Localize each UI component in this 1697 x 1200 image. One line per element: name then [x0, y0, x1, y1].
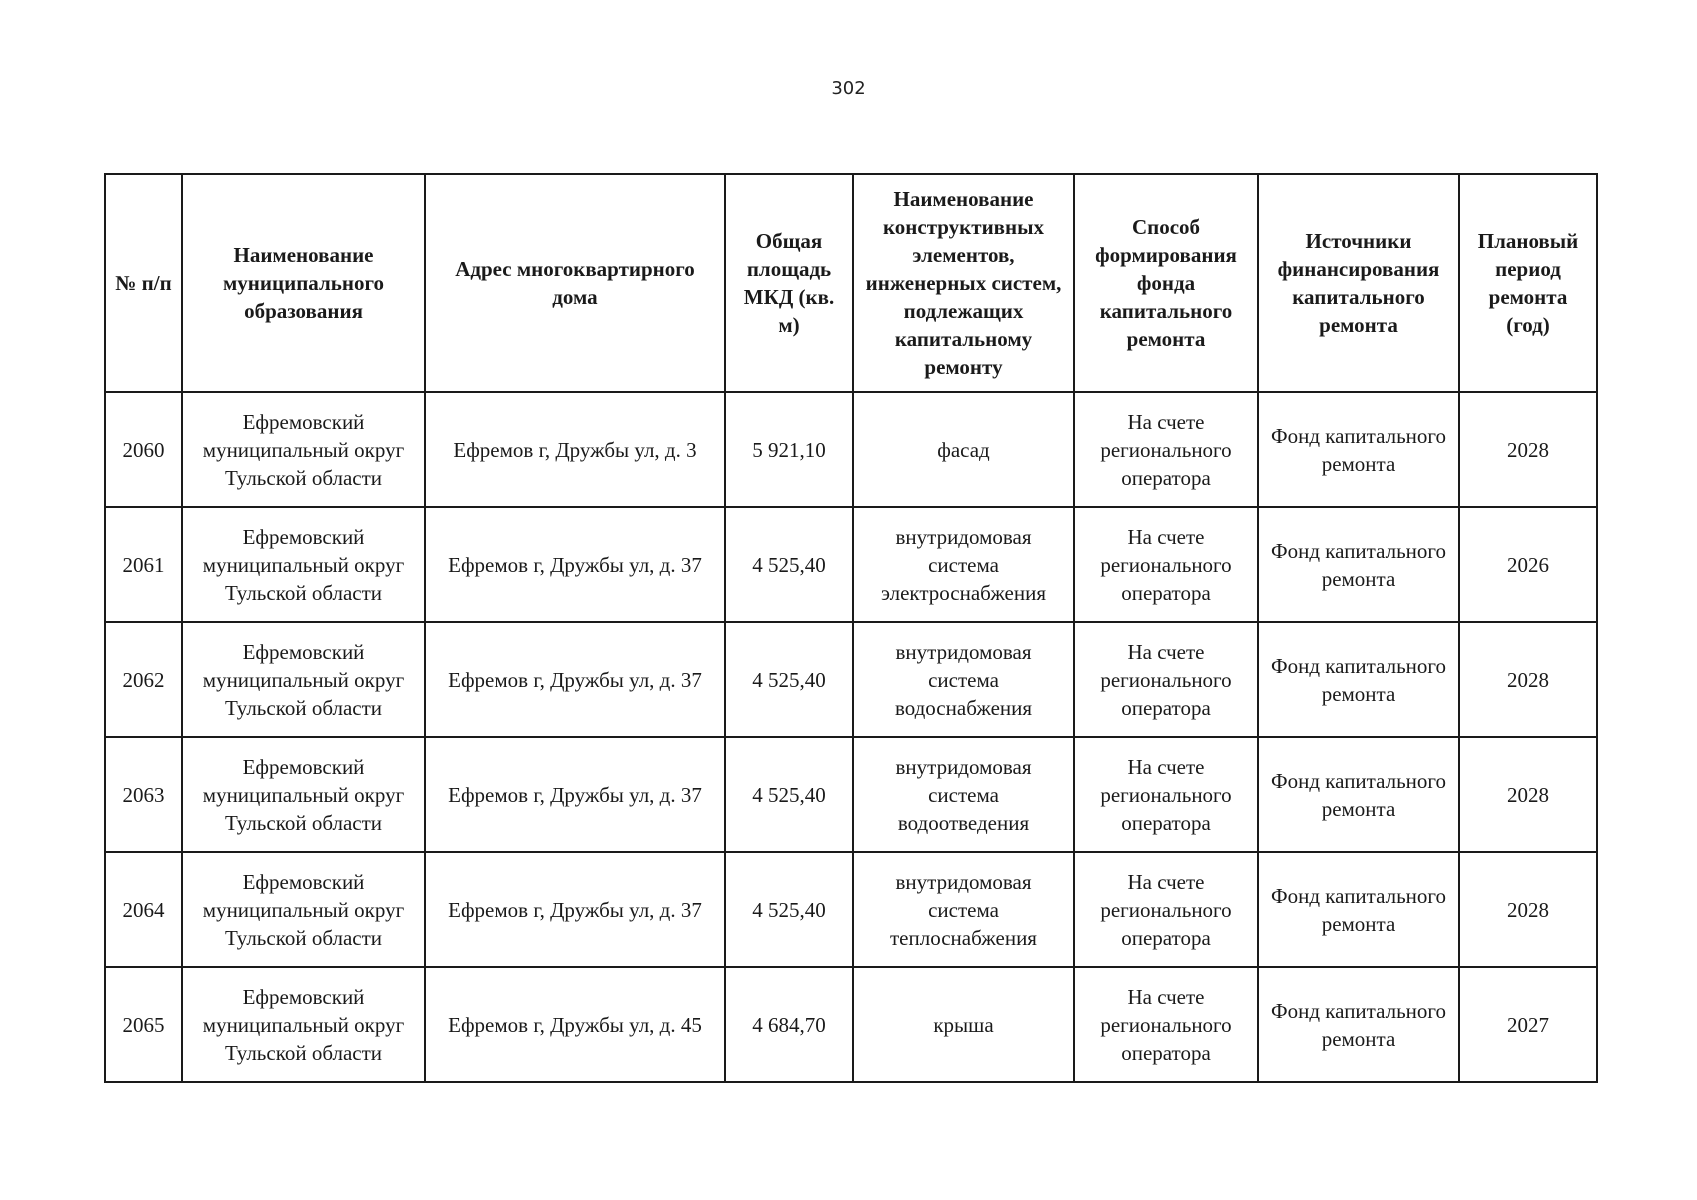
cell-source: Фонд капитального ремонта: [1258, 852, 1459, 967]
cell-area: 4 684,70: [725, 967, 853, 1082]
header-municipality: Наименование муниципального образования: [182, 174, 425, 392]
cell-municipality: Ефремовский муниципальный округ Тульской области: [182, 737, 425, 852]
cell-municipality: Ефремовский муниципальный округ Тульской области: [182, 622, 425, 737]
cell-num: 2065: [105, 967, 182, 1082]
header-elements: Наименование конструктивных элементов, инженерных систем, подлежащих капитальному ремонту: [853, 174, 1074, 392]
cell-method: На счете регионального оператора: [1074, 737, 1258, 852]
cell-source: Фонд капитального ремонта: [1258, 622, 1459, 737]
cell-elements: внутридомовая система электроснабжения: [853, 507, 1074, 622]
cell-period: 2028: [1459, 737, 1597, 852]
header-period: Плановый период ремонта (год): [1459, 174, 1597, 392]
cell-area: 4 525,40: [725, 622, 853, 737]
header-method: Способ формирования фонда капитального ремонта: [1074, 174, 1258, 392]
cell-area: 4 525,40: [725, 852, 853, 967]
cell-period: 2028: [1459, 622, 1597, 737]
cell-period: 2028: [1459, 392, 1597, 507]
cell-elements: фасад: [853, 392, 1074, 507]
cell-num: 2061: [105, 507, 182, 622]
cell-period: 2026: [1459, 507, 1597, 622]
cell-area: 5 921,10: [725, 392, 853, 507]
table-row: [105, 507, 1597, 622]
cell-num: 2064: [105, 852, 182, 967]
cell-num: 2062: [105, 622, 182, 737]
table-row: [105, 967, 1597, 1082]
cell-area: 4 525,40: [725, 507, 853, 622]
cell-source: Фонд капитального ремонта: [1258, 507, 1459, 622]
cell-municipality: Ефремовский муниципальный округ Тульской области: [182, 852, 425, 967]
cell-address: Ефремов г, Дружбы ул, д. 37: [425, 852, 725, 967]
cell-num: 2060: [105, 392, 182, 507]
cell-address: Ефремов г, Дружбы ул, д. 45: [425, 967, 725, 1082]
capital-repair-table: [104, 173, 1598, 1083]
cell-method: На счете регионального оператора: [1074, 507, 1258, 622]
cell-address: Ефремов г, Дружбы ул, д. 3: [425, 392, 725, 507]
cell-elements: крыша: [853, 967, 1074, 1082]
cell-method: На счете регионального оператора: [1074, 622, 1258, 737]
table-row: [105, 622, 1597, 737]
cell-address: Ефремов г, Дружбы ул, д. 37: [425, 737, 725, 852]
cell-period: 2027: [1459, 967, 1597, 1082]
cell-num: 2063: [105, 737, 182, 852]
cell-address: Ефремов г, Дружбы ул, д. 37: [425, 507, 725, 622]
cell-method: На счете регионального оператора: [1074, 852, 1258, 967]
cell-period: 2028: [1459, 852, 1597, 967]
page-number: 302: [831, 78, 866, 99]
cell-municipality: Ефремовский муниципальный округ Тульской области: [182, 507, 425, 622]
table-row: [105, 392, 1597, 507]
cell-address: Ефремов г, Дружбы ул, д. 37: [425, 622, 725, 737]
cell-elements: внутридомовая система водоснабжения: [853, 622, 1074, 737]
header-source: Источники финансирования капитального ремонта: [1258, 174, 1459, 392]
table-row: [105, 737, 1597, 852]
cell-elements: внутридомовая система водоотведения: [853, 737, 1074, 852]
table-header-row: [105, 174, 1597, 392]
header-num: № п/п: [105, 174, 182, 392]
header-address: Адрес многоквартирного дома: [425, 174, 725, 392]
cell-elements: внутридомовая система теплоснабжения: [853, 852, 1074, 967]
cell-source: Фонд капитального ремонта: [1258, 967, 1459, 1082]
table-row: [105, 852, 1597, 967]
cell-municipality: Ефремовский муниципальный округ Тульской области: [182, 392, 425, 507]
cell-municipality: Ефремовский муниципальный округ Тульской области: [182, 967, 425, 1082]
cell-method: На счете регионального оператора: [1074, 392, 1258, 507]
cell-area: 4 525,40: [725, 737, 853, 852]
header-area: Общая площадь МКД (кв. м): [725, 174, 853, 392]
cell-method: На счете регионального оператора: [1074, 967, 1258, 1082]
cell-source: Фонд капитального ремонта: [1258, 392, 1459, 507]
cell-source: Фонд капитального ремонта: [1258, 737, 1459, 852]
